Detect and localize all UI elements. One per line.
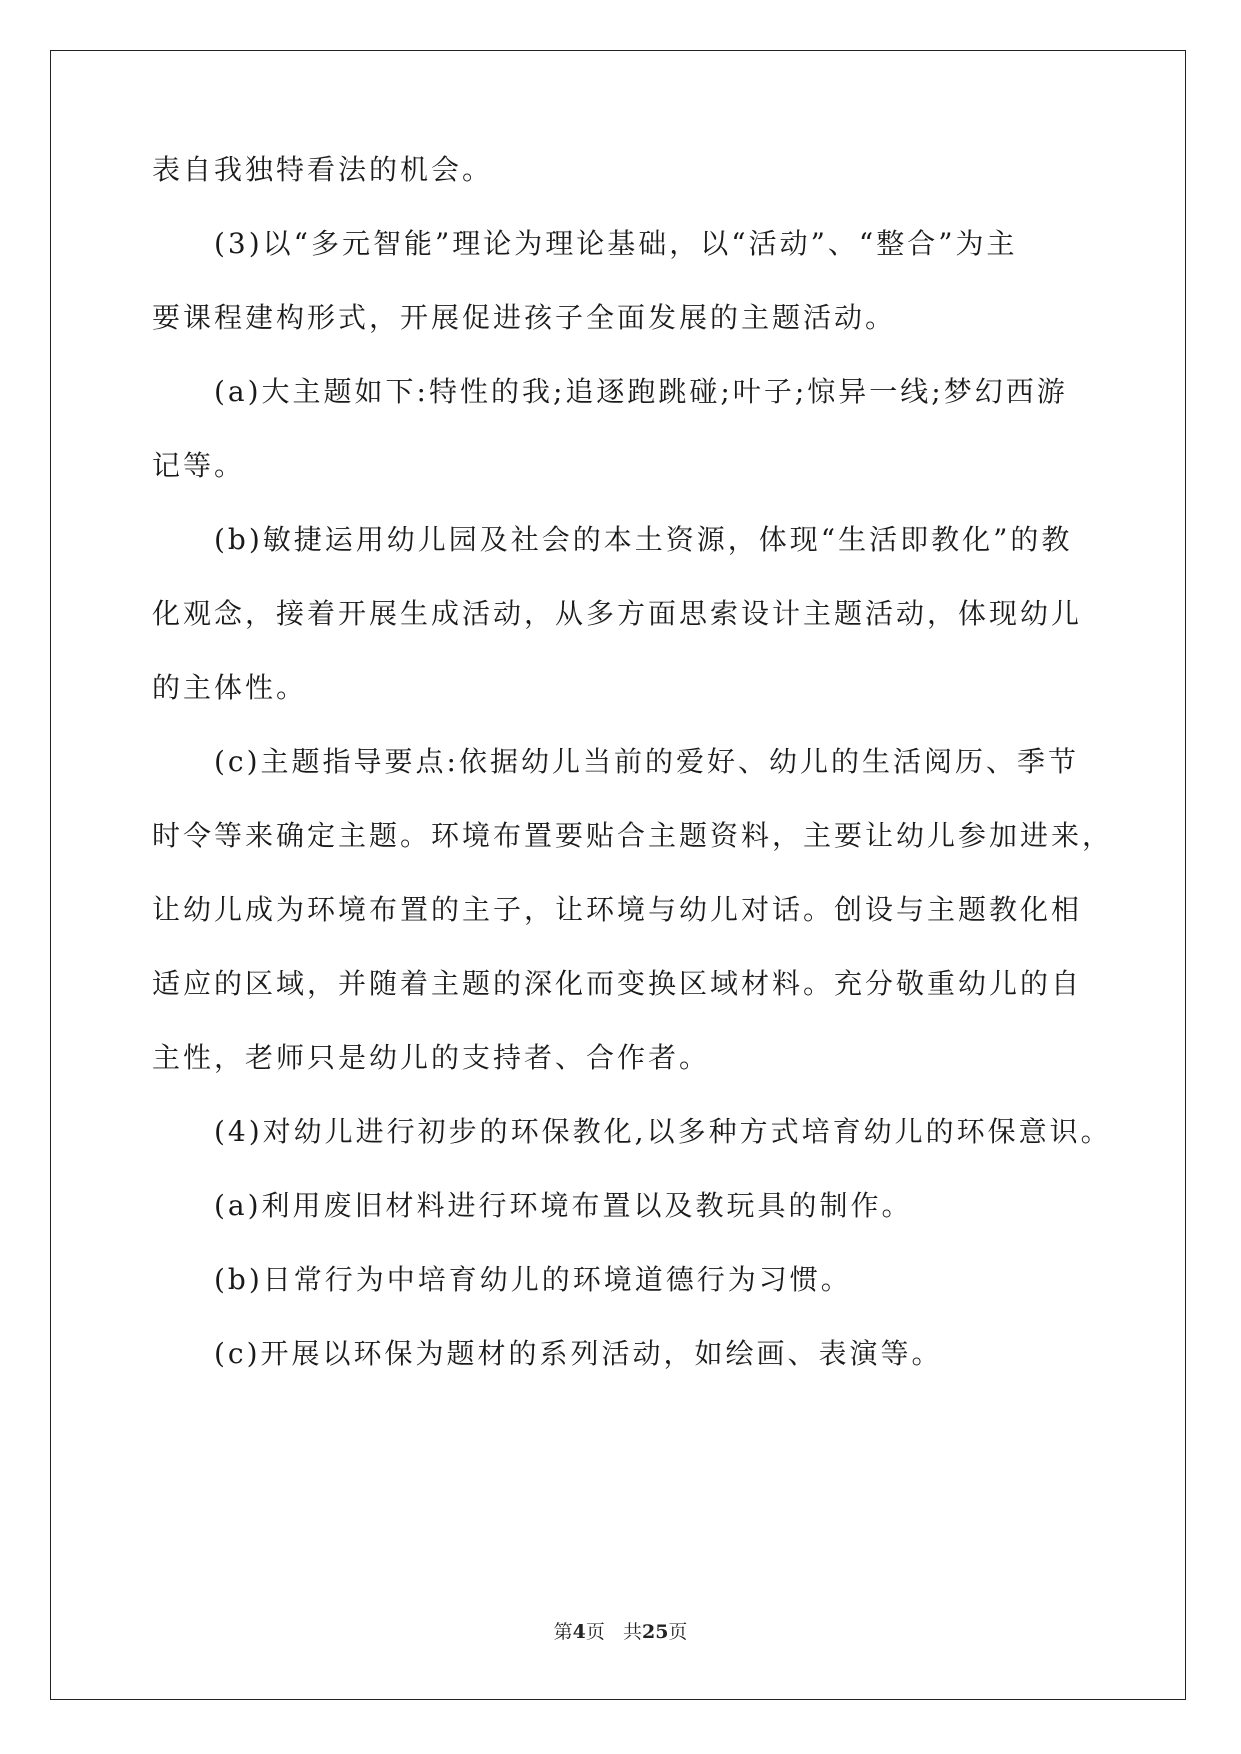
paragraph-line: (3)以“多元智能”理论为理论基础，以“活动”、“整合”为主 bbox=[214, 227, 1018, 260]
paragraph-line: (4)对幼儿进行初步的环保教化,以多种方式培育幼儿的环保意识。 bbox=[214, 1115, 1112, 1148]
paragraph-line: 适应的区域，并随着主题的深化而变换区域材料。充分敬重幼儿的自 bbox=[152, 967, 1083, 1000]
page-footer bbox=[0, 1617, 1241, 1644]
page-number: 4 bbox=[572, 1621, 586, 1643]
paragraph-line: 让幼儿成为环境布置的主子，让环境与幼儿对话。创设与主题教化相 bbox=[152, 893, 1083, 926]
paragraph-line: (b)日常行为中培育幼儿的环境道德行为习惯。 bbox=[214, 1263, 852, 1296]
paragraph-line: 的主体性。 bbox=[152, 671, 308, 704]
footer-total-suffix: 页 bbox=[668, 1621, 688, 1643]
footer-page-suffix: 页 bbox=[585, 1621, 605, 1643]
footer-total-prefix: 共 bbox=[622, 1621, 642, 1643]
paragraph-line: 主性，老师只是幼儿的支持者、合作者。 bbox=[152, 1041, 711, 1074]
paragraph-line: (c)主题指导要点:依据幼儿当前的爱好、幼儿的生活阅历、季节 bbox=[214, 745, 1079, 778]
paragraph-line: 记等。 bbox=[152, 449, 246, 482]
paragraph-line: (c)开展以环保为题材的系列活动，如绘画、表演等。 bbox=[214, 1337, 943, 1370]
total-pages: 25 bbox=[641, 1621, 669, 1643]
paragraph-line: 化观念，接着开展生成活动，从多方面思索设计主题活动，体现幼儿 bbox=[152, 597, 1083, 630]
paragraph-line: 要课程建构形式，开展促进孩子全面发展的主题活动。 bbox=[152, 301, 897, 334]
paragraph-line: (b)敏捷运用幼儿园及社会的本土资源，体现“生活即教化”的教 bbox=[214, 523, 1073, 556]
paragraph-line: 时令等来确定主题。环境布置要贴合主题资料，主要让幼儿参加进来， bbox=[152, 819, 1114, 852]
footer-prefix: 第 bbox=[553, 1621, 573, 1643]
paragraph-line: (a)大主题如下:特性的我;追逐跑跳碰;叶子;惊异一线;梦幻西游 bbox=[214, 375, 1068, 408]
paragraph-line: (a)利用废旧材料进行环境布置以及教玩具的制作。 bbox=[214, 1189, 913, 1222]
paragraph-line: 表自我独特看法的机会。 bbox=[152, 153, 494, 186]
